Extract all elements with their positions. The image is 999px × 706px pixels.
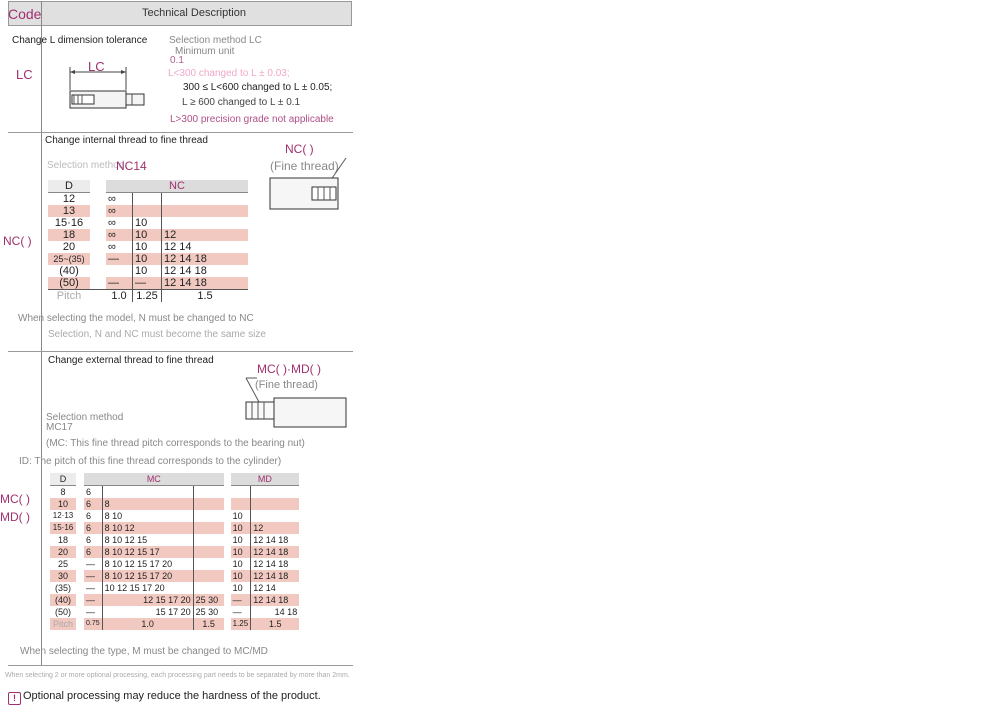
nc-cell: 12 14 18 [162,253,249,265]
nc-cell: — [106,253,133,265]
nc-cell: 10 [133,229,162,241]
md-cell: 10 [231,522,251,534]
nc-cell: ∞ [108,241,116,253]
nc-cell [162,205,249,217]
md-cell: 14 18 [251,606,300,618]
row-divider [8,665,353,666]
mc-d-cell: 15·16 [50,522,76,534]
nc-d-cell: 15·16 [54,217,84,229]
mc-d-cell: 10 [50,498,76,510]
mc-cell: — [86,583,95,593]
nc-cell: 12 14 [162,241,249,253]
nc-note-1: When selecting the model, N must be changed to NC [18,313,254,324]
nc-thread-diagram [268,156,350,212]
mc-header-mc: MC [84,473,224,486]
mc-header-d: D [50,473,76,486]
mc-pitch-cell: 1.5 [193,618,224,630]
mc-d-cell: 8 [60,487,66,497]
mc-d-cell: 30 [50,570,76,582]
mc-cell: 15 17 20 [102,606,193,618]
md-cell: 12 14 18 [251,546,300,558]
mc-cell [193,534,224,546]
mc-cell: 8 10 12 15 17 20 [102,570,193,582]
md-cell [251,486,300,499]
md-pitch-cell: 1.5 [251,618,300,630]
md-cell [251,498,300,510]
lc-unit: Minimum unit [175,46,235,57]
mc-cell [102,486,193,499]
nc-cell: 10 [133,253,162,265]
mc-cell [193,582,224,594]
lc-rule-1: L<300 changed to L ± 0.03; [168,68,290,79]
lc-unit-value: 0.1 [170,55,184,66]
md-cell: 10 [232,535,243,545]
footer-warning: Optional processing may reduce the hardness of the product. [23,690,321,702]
md-note: ID: The pitch of this fine thread corresponds to the cylinder) [19,456,282,467]
md-cell: 12 14 [251,582,300,594]
nc-cell [162,193,249,206]
mc-selection: Selection method [46,412,124,423]
nc-cell [133,205,162,217]
lc-diagram-label: LC [88,59,105,74]
mc-cell: 25 30 [193,606,224,618]
mc-cell [193,486,224,499]
nc-cell [162,217,249,229]
lc-title: Change L dimension tolerance [12,35,148,46]
mc-size-table [50,473,299,630]
md-cell [231,498,251,510]
mc-cell: 12 15 17 20 [102,594,193,606]
mc-d-cell: 25 [57,559,68,569]
nc-cell: 10 [133,265,162,277]
mc-note-select: When selecting the type, M must be changed to MC/MD [20,646,268,657]
nc-selection: Selection method [47,160,125,171]
mc-d-cell: 18 [57,535,68,545]
mc-diagram-label: MC( )·MD( ) [257,362,321,376]
lc-dimension-diagram [66,64,148,112]
mc-d-cell: 20 [50,546,76,558]
md-cell: 10 [232,559,243,569]
mc-cell [193,570,224,582]
mc-cell: 8 10 12 15 [102,534,193,546]
md-cell: 12 14 18 [251,534,300,546]
mc-pitch-cell: 1.0 [102,618,193,630]
mc-header-md: MD [231,473,300,486]
nc-d-cell: 20 [62,241,76,253]
md-cell: 12 14 18 [251,558,300,570]
mc-cell: 8 10 12 [102,522,193,534]
nc-cell: 12 14 18 [162,265,249,277]
nc-header-nc: NC [106,180,248,193]
nc-size-table [48,180,248,302]
mc-cell [193,498,224,510]
md-cell [251,510,300,522]
md-cell: — [231,594,251,606]
nc-pitch-cell: 1.5 [162,290,249,303]
description-header: Technical Description [142,7,246,19]
mc-cell [193,510,224,522]
lc-rule-3: L ≥ 600 changed to L ± 0.1 [182,97,301,108]
code-header: Code [8,6,42,22]
mc-cell: — [84,570,102,582]
nc-header-d: D [48,180,90,193]
nc-d-cell: 25~(35) [48,253,90,265]
nc-note-2: Selection, N and NC must become the same size [48,329,266,340]
column-divider [41,1,42,665]
mc-cell: 8 10 12 15 17 [102,546,193,558]
mc-cell: 6 [84,522,102,534]
nc-cell: 12 14 18 [162,277,249,290]
mc-cell: 6 [86,535,92,545]
md-cell: — [232,607,242,617]
md-code: MD( ) [0,510,30,524]
nc-cell: 10 [133,241,162,253]
md-cell: 12 14 18 [251,594,300,606]
lc-note: L>300 precision grade not applicable [170,114,334,125]
row-divider [8,132,353,133]
mc-cell: 6 [84,546,102,558]
nc-d-cell: 18 [48,229,90,241]
mc-d-cell: (40) [50,594,76,606]
nc-cell: — [106,277,133,290]
nc-cell [133,193,162,206]
mc-cell: — [86,559,95,569]
lc-rule-2: 300 ≤ L<600 changed to L ± 0.05; [183,82,333,93]
mc-pin-body [274,398,346,427]
nc-cell [106,265,133,277]
mc-cell: 25 30 [193,594,224,606]
mc-code: MC( ) [0,492,30,506]
warning-icon: ! [8,692,21,705]
md-cell: 10 [231,546,251,558]
nc-title: Change internal thread to fine thread [45,135,208,146]
mc-cell: 8 [102,498,193,510]
mc-cell: 6 [86,511,92,521]
mc-cell [193,558,224,570]
nc-d-cell: 12 [48,193,90,206]
nc-diagram-label: NC( ) [285,142,314,156]
lc-selection: Selection method LC [169,35,262,46]
md-cell: 10 [232,583,243,593]
nc-pitch-cell: 1.0 [111,290,127,302]
mc-cell [193,522,224,534]
nc-cell: 10 [133,217,162,229]
mc-cell: 8 10 12 15 17 20 [102,558,193,570]
mc-d-cell: 12·13 [52,511,74,520]
nc-cell: 12 [162,229,249,241]
nc-diagram-sub: (Fine thread) [270,159,339,173]
mc-diagram-sub: (Fine thread) [255,379,318,391]
nc-d-cell: (40) [59,265,79,277]
mc-thread-diagram [243,376,347,430]
nc-cell: ∞ [108,193,116,205]
mc-d-cell: (35) [54,583,71,593]
md-cell: 12 14 18 [251,570,300,582]
nc-d-cell: (50) [48,277,90,290]
nc-cell: ∞ [108,217,116,229]
mc-cell: 6 [86,487,92,497]
mc-d-cell: (50) [54,607,71,617]
mc-cell [193,546,224,558]
mc-title: Change external thread to fine thread [48,355,214,366]
mc-pitch-label: Pitch [50,618,76,630]
nc-cell: ∞ [106,229,133,241]
nc-pitch-cell: 1.25 [133,290,162,303]
mc-selection-code: MC17 [46,422,73,433]
footer-small-note: When selecting 2 or more optional processing, each processing part needs to be separated by more than 2mm. [5,672,350,679]
md-cell: 10 [232,511,243,521]
mc-cell: — [84,594,102,606]
md-cell: 10 [231,570,251,582]
mc-cell: 6 [84,498,102,510]
row-divider [8,351,353,352]
md-pitch-cell: 1.25 [231,618,251,630]
nc-selection-code: NC14 [116,159,147,173]
mc-note: (MC: This fine thread pitch corresponds to the bearing nut) [46,438,305,449]
nc-code: NC( ) [3,234,32,248]
nc-pitch-label: Pitch [56,290,82,302]
nc-cell: — [133,277,162,290]
lc-code: LC [16,67,33,82]
md-cell: 12 [251,522,300,534]
nc-cell: ∞ [106,205,133,217]
nc-d-cell: 13 [48,205,90,217]
mc-cell: — [86,607,95,617]
mc-cell: 8 10 [102,510,193,522]
mc-cell: 10 12 15 17 20 [102,582,193,594]
mc-pitch-cell: 0.75 [84,618,102,630]
md-cell [231,486,251,499]
